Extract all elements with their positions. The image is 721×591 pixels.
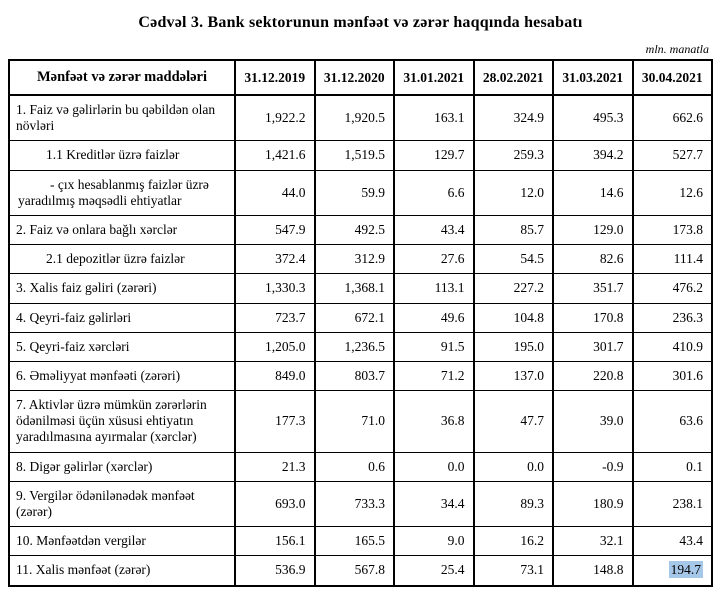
cell-value: [633, 452, 713, 481]
value-text: 849.0: [275, 367, 306, 383]
value-text: 394.2: [593, 147, 624, 163]
page-title: Cədvəl 3. Bank sektorunun mənfəət və zərər haqqında hesabatı: [138, 14, 583, 31]
cell-value: [474, 274, 554, 303]
cell-value: [633, 332, 713, 361]
row-label: 1. Faiz və gəlirlərin bu qəbildən olan növləri: [9, 95, 235, 141]
cell-value: [315, 332, 395, 361]
value-text: 672.1: [354, 309, 385, 325]
value-text: 21.3: [281, 458, 306, 474]
cell-value: [394, 95, 474, 141]
row-label: 3. Xalis faiz gəliri (zərəri): [9, 274, 235, 303]
cell-value: [315, 141, 395, 170]
cell-value: [235, 170, 315, 215]
table-row: [9, 556, 712, 586]
cell-value: [315, 170, 395, 215]
value-text: 351.7: [593, 280, 624, 296]
value-text: 49.6: [440, 309, 465, 325]
cell-value: [315, 303, 395, 332]
cell-value: [553, 391, 633, 453]
cell-value: [553, 556, 633, 586]
row-label: 11. Xalis mənfəət (zərər): [9, 556, 235, 586]
value-text: 16.2: [520, 533, 544, 549]
value-text: 12.0: [520, 184, 544, 200]
table-row: [9, 141, 712, 170]
value-text: 148.8: [593, 562, 624, 578]
cell-value: [553, 481, 633, 526]
value-text: 14.6: [599, 184, 624, 200]
cell-value: [315, 556, 395, 586]
table-body: [9, 95, 712, 586]
table-row: [9, 215, 712, 244]
value-text: 71.0: [361, 413, 385, 429]
value-text: 1,519.5: [344, 147, 385, 163]
cell-value: [474, 527, 554, 556]
column-header-date-1: 31.12.2019: [235, 60, 315, 95]
value-text: 111.4: [673, 251, 703, 267]
cell-value: [474, 452, 554, 481]
cell-value: [315, 274, 395, 303]
cell-value: [235, 361, 315, 390]
cell-value: [315, 452, 395, 481]
cell-value: [235, 95, 315, 141]
cell-value: [394, 527, 474, 556]
cell-value: [394, 274, 474, 303]
row-label: 2. Faiz və onlara bağlı xərclər: [9, 215, 235, 244]
value-text: 85.7: [520, 222, 544, 238]
cell-value: [633, 245, 713, 274]
cell-value: [394, 361, 474, 390]
cell-value: [315, 527, 395, 556]
unit-note: mln. manatla: [645, 42, 709, 56]
cell-value: [235, 527, 315, 556]
cell-value: [633, 215, 713, 244]
value-text: 324.9: [513, 110, 544, 126]
cell-value: [235, 556, 315, 586]
value-text: 662.6: [672, 110, 703, 126]
cell-value: [315, 215, 395, 244]
row-label: 10. Mənfəətdən vergilər: [9, 527, 235, 556]
row-label: 2.1 depozitlər üzrə faizlər: [9, 245, 235, 274]
value-text: 104.8: [513, 309, 544, 325]
value-text: 0.0: [527, 458, 544, 474]
cell-value: [235, 303, 315, 332]
row-label: - çıx hesablanmış faizlər üzrə yaradılmış məqsədli ehtiyatlar: [9, 170, 235, 215]
cell-value: [235, 452, 315, 481]
value-text: 1,421.6: [265, 147, 306, 163]
cell-value: [394, 303, 474, 332]
row-label: 5. Qeyri-faiz xərcləri: [9, 332, 235, 361]
cell-value: [235, 481, 315, 526]
cell-value: [315, 361, 395, 390]
cell-value: [474, 303, 554, 332]
value-text: 195.0: [513, 338, 544, 354]
table-row: [9, 170, 712, 215]
row-label: 8. Digər gəlirlər (xərclər): [9, 452, 235, 481]
cell-value: [474, 95, 554, 141]
cell-value: [633, 481, 713, 526]
value-text: 25.4: [440, 562, 465, 578]
table-row: [9, 527, 712, 556]
value-text: 6.6: [447, 184, 465, 200]
value-text: 301.6: [672, 367, 703, 383]
value-text: 495.3: [593, 110, 624, 126]
value-text: 91.5: [440, 338, 465, 354]
cell-value: [315, 391, 395, 453]
cell-value: [394, 452, 474, 481]
value-text: 0.1: [686, 458, 703, 474]
value-text: 733.3: [354, 496, 385, 511]
cell-value: [394, 170, 474, 215]
value-text: 44.0: [281, 184, 306, 200]
cell-value: [235, 391, 315, 453]
value-text: 410.9: [672, 338, 703, 354]
value-text: 82.6: [599, 251, 624, 267]
cell-value: [394, 481, 474, 526]
value-text: 227.2: [513, 280, 544, 296]
cell-value: [394, 141, 474, 170]
cell-value: [633, 556, 713, 586]
value-text: 163.1: [434, 110, 465, 126]
table-row: [9, 332, 712, 361]
value-text: 1,205.0: [265, 338, 306, 354]
value-text: 113.1: [434, 280, 465, 296]
cell-value: [235, 141, 315, 170]
cell-value: [553, 95, 633, 141]
cell-value: [553, 170, 633, 215]
value-text: 259.3: [513, 147, 544, 163]
cell-value: [553, 361, 633, 390]
cell-value: [315, 245, 395, 274]
value-text: 34.4: [440, 496, 465, 511]
table-row: [9, 391, 712, 453]
cell-value: [394, 556, 474, 586]
value-text: 59.9: [361, 184, 385, 200]
cell-value: [474, 141, 554, 170]
value-text: 723.7: [275, 309, 306, 325]
row-label: 4. Qeyri-faiz gəlirləri: [9, 303, 235, 332]
value-text: 372.4: [275, 251, 306, 267]
value-text: 36.8: [440, 413, 465, 429]
cell-value: [633, 391, 713, 453]
table-row: [9, 95, 712, 141]
cell-value: [474, 391, 554, 453]
column-header-date-6: 30.04.2021: [633, 60, 713, 95]
cell-value: [394, 332, 474, 361]
row-label: 7. Aktivlər üzrə mümkün zərərlərin ödənilməsi üçün xüsusi ehtiyatın yaradılmasına ayırmalar (xərclər): [9, 391, 235, 453]
header-row: [9, 60, 712, 95]
table-row: [9, 245, 712, 274]
cell-value: [474, 361, 554, 390]
cell-value: [553, 215, 633, 244]
value-text: 54.5: [520, 251, 544, 267]
value-text: 1,368.1: [344, 280, 385, 296]
column-header-date-4: 28.02.2021: [474, 60, 554, 95]
cell-value: [474, 332, 554, 361]
value-text: 236.3: [672, 309, 703, 325]
cell-value: [553, 303, 633, 332]
value-text: 156.1: [275, 533, 306, 549]
value-text: 1,330.3: [265, 280, 306, 296]
value-text: 27.6: [440, 251, 465, 267]
cell-value: [633, 170, 713, 215]
value-text: 129.0: [593, 222, 624, 238]
value-text: 39.0: [599, 413, 624, 429]
value-text: 73.1: [520, 562, 544, 578]
value-text: -0.9: [602, 458, 624, 474]
value-text: 63.6: [679, 413, 703, 429]
table-row: [9, 361, 712, 390]
table-row: [9, 303, 712, 332]
table-row: [9, 481, 712, 526]
row-label: 1.1 Kreditlər üzrə faizlər: [9, 141, 235, 170]
value-text: 492.5: [354, 222, 385, 238]
cell-value: [633, 274, 713, 303]
value-text: 71.2: [440, 367, 465, 383]
value-text: 165.5: [354, 533, 385, 549]
value-text: 173.8: [672, 222, 703, 238]
profit-loss-table: [8, 59, 713, 587]
cell-value: [474, 556, 554, 586]
cell-value: [315, 481, 395, 526]
column-header-date-5: 31.03.2021: [553, 60, 633, 95]
value-text: 43.4: [440, 222, 465, 238]
value-text: 312.9: [354, 251, 385, 267]
highlighted-value: 194.7: [670, 562, 701, 578]
value-text: 32.1: [599, 533, 624, 549]
value-text: 527.7: [672, 147, 703, 163]
cell-value: [553, 274, 633, 303]
cell-value: [235, 245, 315, 274]
cell-value: [315, 95, 395, 141]
value-text: 180.9: [593, 496, 624, 511]
value-text: 89.3: [520, 496, 544, 511]
value-text: 170.8: [593, 309, 624, 325]
cell-value: [553, 332, 633, 361]
value-text: 803.7: [354, 367, 385, 383]
value-text: 567.8: [354, 562, 385, 578]
value-text: 693.0: [275, 496, 306, 511]
cell-value: [553, 141, 633, 170]
cell-value: [633, 527, 713, 556]
value-text: 220.8: [593, 367, 624, 383]
value-text: 1,922.2: [265, 110, 306, 126]
value-text: 1,920.5: [344, 110, 385, 126]
value-text: 47.7: [520, 413, 544, 429]
value-text: 547.9: [275, 222, 306, 238]
cell-value: [474, 481, 554, 526]
value-text: 137.0: [513, 367, 544, 383]
cell-value: [474, 170, 554, 215]
cell-value: [474, 245, 554, 274]
value-text: 43.4: [679, 533, 703, 549]
cell-value: [394, 215, 474, 244]
column-header-date-2: 31.12.2020: [315, 60, 395, 95]
cell-value: [235, 332, 315, 361]
table-row: [9, 452, 712, 481]
value-text: 177.3: [275, 413, 306, 429]
value-text: 0.6: [368, 458, 385, 474]
cell-value: [633, 141, 713, 170]
value-text: 536.9: [275, 562, 306, 578]
value-text: 12.6: [679, 184, 703, 200]
value-text: 476.2: [672, 280, 703, 296]
row-label: 6. Əməliyyat mənfəəti (zərəri): [9, 361, 235, 390]
value-text: 129.7: [434, 147, 465, 163]
value-text: 9.0: [447, 533, 465, 549]
cell-value: [235, 215, 315, 244]
column-header-date-3: 31.01.2021: [394, 60, 474, 95]
cell-value: [633, 361, 713, 390]
cell-value: [553, 245, 633, 274]
cell-value: [394, 391, 474, 453]
value-text: 301.7: [593, 338, 624, 354]
value-text: 238.1: [672, 496, 703, 511]
cell-value: [474, 215, 554, 244]
cell-value: [394, 245, 474, 274]
table-row: [9, 274, 712, 303]
column-header-items: Mənfəət və zərər maddələri: [9, 60, 235, 95]
value-text: 0.0: [447, 458, 465, 474]
cell-value: [235, 274, 315, 303]
row-label: 9. Vergilər ödənilənədək mənfəət (zərər): [9, 481, 235, 526]
cell-value: [633, 303, 713, 332]
cell-value: [633, 95, 713, 141]
value-text: 1,236.5: [344, 338, 385, 354]
cell-value: [553, 527, 633, 556]
cell-value: [553, 452, 633, 481]
